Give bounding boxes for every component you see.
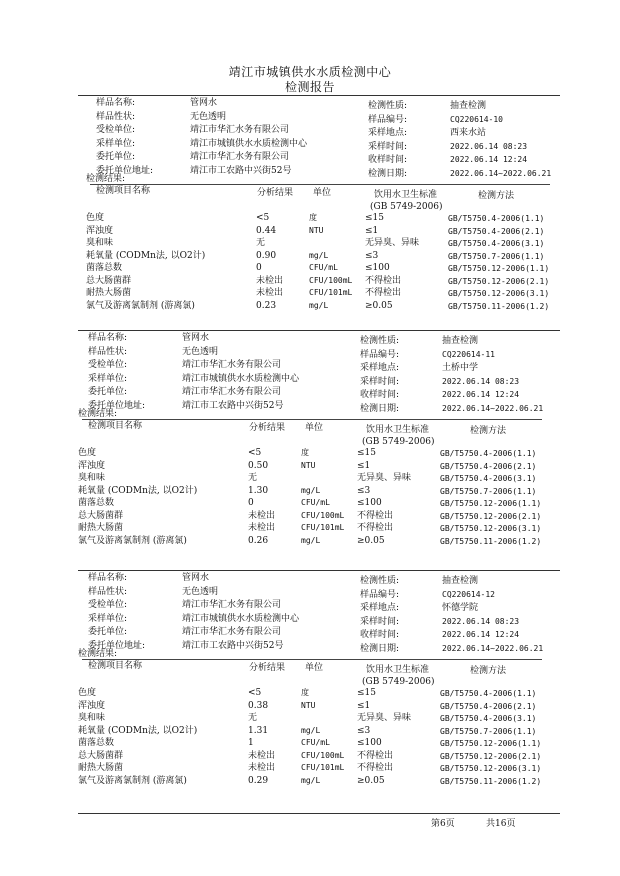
row-unit: mg/L xyxy=(301,485,321,495)
row-method: GB/T5750.11-2006(1.2) xyxy=(448,301,550,311)
row-standard: ≤15 xyxy=(357,448,376,458)
row-unit: 度 xyxy=(301,688,309,697)
row-standard: 不得检出 xyxy=(357,763,394,773)
row-result: 0 xyxy=(248,498,254,508)
row-unit: CFU/101mL xyxy=(301,763,345,772)
row-item: 臭和味 xyxy=(86,238,114,248)
row-standard: 无异臭、异味 xyxy=(357,473,412,483)
table-header-line xyxy=(82,419,542,420)
received-unit-label: 受检单位: xyxy=(88,360,128,370)
col-method-header: 检测方法 xyxy=(470,666,507,676)
col-standard-header-2: (GB 5749-2006) xyxy=(370,202,443,212)
col-standard-header-2: (GB 5749-2006) xyxy=(362,677,435,687)
received-unit-label: 受检单位: xyxy=(88,600,128,610)
row-method: GB/T5750.4-2006(3.1) xyxy=(440,474,537,483)
client-unit-value: 靖江市华汇水务有限公司 xyxy=(190,152,290,162)
row-standard: 不得检出 xyxy=(365,288,402,298)
row-standard: 无异臭、异味 xyxy=(365,238,420,248)
row-standard: ≤1 xyxy=(357,460,371,471)
row-result: 0.44 xyxy=(256,225,277,236)
test-date-label: 检测日期: xyxy=(368,168,408,179)
row-unit: mg/L xyxy=(301,725,321,735)
sampling-place-label: 采样地点: xyxy=(360,603,400,613)
row-item: 氯气及游离氯制剂 (游离氯) xyxy=(86,300,195,311)
sample-property-value: 无色透明 xyxy=(190,111,227,122)
section-top-line xyxy=(78,570,560,571)
section-top-line xyxy=(78,95,560,96)
sampling-time-label: 采样时间: xyxy=(368,141,408,152)
row-item: 耗氧量 (CODMn法, 以O2计) xyxy=(78,725,198,736)
row-standard: ≤100 xyxy=(357,498,382,508)
row-unit: 度 xyxy=(309,213,317,222)
row-unit: NTU xyxy=(301,460,316,470)
col-item-header: 检测项目名称 xyxy=(88,661,143,671)
test-type-value: 抽查检测 xyxy=(442,336,479,346)
row-result: <5 xyxy=(248,448,262,458)
row-result: <5 xyxy=(248,688,262,698)
sampling-unit-value: 靖江市城镇供水水质检测中心 xyxy=(182,373,300,384)
row-method: GB/T5750.4-2006(2.1) xyxy=(448,226,545,236)
receive-time-label: 收样时间: xyxy=(368,155,408,165)
row-standard: 不得检出 xyxy=(357,523,394,533)
row-method: GB/T5750.4-2006(1.1) xyxy=(440,689,537,698)
row-unit: CFU/mL xyxy=(301,738,330,747)
row-unit: CFU/101mL xyxy=(301,523,345,532)
row-method: GB/T5750.4-2006(2.1) xyxy=(440,461,537,471)
row-item: 色度 xyxy=(78,688,97,698)
row-item: 耗氧量 (CODMn法, 以O2计) xyxy=(78,485,198,496)
col-unit-header: 单位 xyxy=(313,188,332,198)
row-unit: CFU/100mL xyxy=(309,275,353,285)
col-item-header: 检测项目名称 xyxy=(96,186,151,196)
test-date-value: 2022.06.14~2022.06.21 xyxy=(450,168,552,178)
sample-no-value: CQ220614-11 xyxy=(442,349,495,359)
sampling-unit-value: 靖江市城镇供水水质检测中心 xyxy=(182,613,300,624)
sample-no-label: 样品编号: xyxy=(360,589,400,600)
table-header-line xyxy=(90,184,550,185)
row-result: 未检出 xyxy=(248,510,276,521)
row-standard: 不得检出 xyxy=(357,510,394,521)
row-item: 氯气及游离氯制剂 (游离氯) xyxy=(78,775,187,786)
row-item: 色度 xyxy=(86,213,105,223)
test-date-label: 检测日期: xyxy=(360,403,400,414)
row-result: 无 xyxy=(256,238,266,248)
sampling-place-value: 怀德学院 xyxy=(442,603,479,613)
col-standard-header-1: 饮用水卫生标准 xyxy=(374,190,438,200)
sampling-place-value: 土桥中学 xyxy=(442,363,479,373)
test-result-label: 检测结果: xyxy=(78,409,118,419)
sampling-place-label: 采样地点: xyxy=(360,363,400,373)
row-unit: mg/L xyxy=(309,250,329,260)
sampling-time-value: 2022.06.14 08:23 xyxy=(450,141,528,151)
sample-name-value: 管网水 xyxy=(182,573,210,583)
row-item: 总大肠菌群 xyxy=(86,275,132,286)
sample-property-value: 无色透明 xyxy=(182,586,219,597)
sample-property-label: 样品性状: xyxy=(96,111,136,122)
row-result: 0.26 xyxy=(248,535,269,546)
col-unit-header: 单位 xyxy=(305,423,324,433)
report-title: 靖江市城镇供水水质检测中心 xyxy=(228,65,392,79)
row-standard: 不得检出 xyxy=(357,750,394,761)
table-header-line xyxy=(82,659,542,660)
row-result: 1 xyxy=(248,738,254,748)
col-method-header: 检测方法 xyxy=(478,191,515,201)
sample-property-label: 样品性状: xyxy=(88,586,128,597)
row-method: GB/T5750.4-2006(1.1) xyxy=(440,449,537,458)
test-date-value: 2022.06.14~2022.06.21 xyxy=(442,643,544,653)
row-method: GB/T5750.12-2006(3.1) xyxy=(448,289,550,298)
row-item: 臭和味 xyxy=(78,473,106,483)
row-unit: CFU/100mL xyxy=(301,510,345,520)
row-unit: NTU xyxy=(309,225,324,235)
row-standard: ≥0.05 xyxy=(365,300,393,311)
receive-time-value: 2022.06.14 12:24 xyxy=(442,390,520,399)
row-unit: CFU/mL xyxy=(309,263,338,272)
row-item: 浑浊度 xyxy=(86,225,114,236)
client-address-value: 靖江市工农路中兴街52号 xyxy=(190,165,292,176)
client-unit-label: 委托单位: xyxy=(96,152,136,162)
row-method: GB/T5750.7-2006(1.1) xyxy=(440,726,537,736)
row-unit: CFU/mL xyxy=(301,498,330,507)
test-type-value: 抽查检测 xyxy=(442,576,479,586)
test-type-label: 检测性质: xyxy=(360,576,400,586)
row-result: 0.38 xyxy=(248,700,269,711)
row-method: GB/T5750.11-2006(1.2) xyxy=(440,776,542,786)
row-item: 氯气及游离氯制剂 (游离氯) xyxy=(78,535,187,546)
row-item: 耐热大肠菌 xyxy=(78,763,124,773)
row-unit: NTU xyxy=(301,700,316,710)
page-total: 共16页 xyxy=(486,819,516,829)
row-standard: ≤1 xyxy=(357,700,371,711)
sampling-unit-label: 采样单位: xyxy=(88,373,128,384)
sample-property-value: 无色透明 xyxy=(182,346,219,357)
row-result: 0 xyxy=(256,263,262,273)
row-method: GB/T5750.4-2006(3.1) xyxy=(440,714,537,723)
row-result: 1.31 xyxy=(248,725,269,736)
row-item: 臭和味 xyxy=(78,713,106,723)
row-result: 未检出 xyxy=(256,288,284,298)
row-item: 色度 xyxy=(78,448,97,458)
sampling-unit-label: 采样单位: xyxy=(88,613,128,624)
row-unit: mg/L xyxy=(301,535,321,545)
row-standard: ≥0.05 xyxy=(357,535,385,546)
sample-name-label: 样品名称: xyxy=(96,98,136,108)
row-standard: ≤3 xyxy=(357,485,371,496)
row-method: GB/T5750.4-2006(3.1) xyxy=(448,239,545,248)
row-method: GB/T5750.12-2006(1.1) xyxy=(440,739,542,748)
row-item: 总大肠菌群 xyxy=(78,510,124,521)
receive-time-label: 收样时间: xyxy=(360,630,400,640)
sample-name-value: 管网水 xyxy=(190,98,218,108)
row-standard: ≤15 xyxy=(365,213,384,223)
test-result-label: 检测结果: xyxy=(78,649,118,659)
test-date-label: 检测日期: xyxy=(360,643,400,654)
client-address-label: 委托单位地址: xyxy=(88,400,146,411)
col-standard-header-2: (GB 5749-2006) xyxy=(362,437,435,447)
sampling-place-value: 西来水站 xyxy=(450,128,487,138)
col-method-header: 检测方法 xyxy=(470,426,507,436)
col-standard-header-1: 饮用水卫生标准 xyxy=(366,425,430,435)
row-standard: ≤100 xyxy=(357,738,382,748)
row-result: 0.50 xyxy=(248,460,269,471)
receive-time-value: 2022.06.14 12:24 xyxy=(442,630,520,639)
row-standard: ≤100 xyxy=(365,263,390,273)
row-item: 浑浊度 xyxy=(78,700,106,711)
sampling-time-value: 2022.06.14 08:23 xyxy=(442,616,520,626)
row-method: GB/T5750.4-2006(2.1) xyxy=(440,701,537,711)
section-bottom-line xyxy=(78,813,560,814)
row-method: GB/T5750.12-2006(1.1) xyxy=(440,499,542,508)
client-unit-value: 靖江市华汇水务有限公司 xyxy=(182,627,282,637)
sample-no-value: CQ220614-12 xyxy=(442,589,495,599)
row-method: GB/T5750.11-2006(1.2) xyxy=(440,536,542,546)
sampling-time-label: 采样时间: xyxy=(360,376,400,387)
received-unit-label: 受检单位: xyxy=(96,125,136,135)
row-item: 菌落总数 xyxy=(86,263,123,273)
client-unit-label: 委托单位: xyxy=(88,387,128,397)
row-method: GB/T5750.12-2006(2.1) xyxy=(440,751,542,761)
sample-no-value: CQ220614-10 xyxy=(450,114,503,124)
row-unit: CFU/101mL xyxy=(309,288,353,297)
test-type-label: 检测性质: xyxy=(368,101,408,111)
row-unit: CFU/100mL xyxy=(301,750,345,760)
receive-time-value: 2022.06.14 12:24 xyxy=(450,155,528,164)
sampling-time-value: 2022.06.14 08:23 xyxy=(442,376,520,386)
client-address-label: 委托单位地址: xyxy=(88,640,146,651)
row-standard: ≤1 xyxy=(365,225,379,236)
col-item-header: 检测项目名称 xyxy=(88,421,143,431)
row-result: 无 xyxy=(248,473,258,483)
client-unit-label: 委托单位: xyxy=(88,627,128,637)
row-result: 0.90 xyxy=(256,250,277,261)
row-result: 未检出 xyxy=(248,523,276,533)
row-item: 耗氧量 (CODMn法, 以O2计) xyxy=(86,250,206,261)
row-method: GB/T5750.12-2006(1.1) xyxy=(448,264,550,273)
sampling-place-label: 采样地点: xyxy=(368,128,408,138)
row-result: 无 xyxy=(248,713,258,723)
row-item: 浑浊度 xyxy=(78,460,106,471)
received-unit-value: 靖江市华汇水务有限公司 xyxy=(182,600,282,610)
col-standard-header-1: 饮用水卫生标准 xyxy=(366,665,430,675)
row-standard: 无异臭、异味 xyxy=(357,713,412,723)
test-date-value: 2022.06.14~2022.06.21 xyxy=(442,403,544,413)
row-unit: mg/L xyxy=(301,775,321,785)
sampling-time-label: 采样时间: xyxy=(360,616,400,627)
sample-property-label: 样品性状: xyxy=(88,346,128,357)
row-method: GB/T5750.7-2006(1.1) xyxy=(448,251,545,261)
row-method: GB/T5750.12-2006(3.1) xyxy=(440,524,542,533)
col-result-header: 分析结果 xyxy=(249,663,286,673)
row-method: GB/T5750.12-2006(2.1) xyxy=(448,276,550,286)
row-result: <5 xyxy=(256,213,270,223)
page-number: 第6页 xyxy=(431,819,455,829)
row-result: 未检出 xyxy=(256,275,284,286)
test-type-value: 抽查检测 xyxy=(450,101,487,111)
receive-time-label: 收样时间: xyxy=(360,390,400,400)
row-item: 耐热大肠菌 xyxy=(78,523,124,533)
row-unit: mg/L xyxy=(309,300,329,310)
row-standard: ≤3 xyxy=(357,725,371,736)
row-standard: ≥0.05 xyxy=(357,775,385,786)
sampling-unit-value: 靖江市城镇供水水质检测中心 xyxy=(190,138,308,149)
row-result: 未检出 xyxy=(248,750,276,761)
row-method: GB/T5750.4-2006(1.1) xyxy=(448,214,545,223)
report-subtitle: 检测报告 xyxy=(284,80,335,94)
client-address-label: 委托单位地址: xyxy=(96,165,154,176)
row-result: 未检出 xyxy=(248,763,276,773)
sample-no-label: 样品编号: xyxy=(360,349,400,360)
row-item: 总大肠菌群 xyxy=(78,750,124,761)
col-unit-header: 单位 xyxy=(305,663,324,673)
row-result: 1.30 xyxy=(248,485,269,496)
row-result: 0.29 xyxy=(248,775,269,786)
row-standard: ≤15 xyxy=(357,688,376,698)
sample-name-label: 样品名称: xyxy=(88,333,128,343)
received-unit-value: 靖江市华汇水务有限公司 xyxy=(190,125,290,135)
row-method: GB/T5750.7-2006(1.1) xyxy=(440,486,537,496)
client-address-value: 靖江市工农路中兴街52号 xyxy=(182,640,284,651)
row-item: 菌落总数 xyxy=(78,738,115,748)
client-address-value: 靖江市工农路中兴街52号 xyxy=(182,400,284,411)
row-item: 耐热大肠菌 xyxy=(86,288,132,298)
row-method: GB/T5750.12-2006(3.1) xyxy=(440,764,542,773)
section-top-line xyxy=(78,330,560,331)
test-result-label: 检测结果: xyxy=(86,174,126,184)
received-unit-value: 靖江市华汇水务有限公司 xyxy=(182,360,282,370)
sample-no-label: 样品编号: xyxy=(368,114,408,125)
col-result-header: 分析结果 xyxy=(257,188,294,198)
test-type-label: 检测性质: xyxy=(360,336,400,346)
sampling-unit-label: 采样单位: xyxy=(96,138,136,149)
row-item: 菌落总数 xyxy=(78,498,115,508)
row-method: GB/T5750.12-2006(2.1) xyxy=(440,511,542,521)
col-result-header: 分析结果 xyxy=(249,423,286,433)
row-standard: ≤3 xyxy=(365,250,379,261)
client-unit-value: 靖江市华汇水务有限公司 xyxy=(182,387,282,397)
sample-name-value: 管网水 xyxy=(182,333,210,343)
row-unit: 度 xyxy=(301,448,309,457)
row-result: 0.23 xyxy=(256,300,277,311)
row-standard: 不得检出 xyxy=(365,275,402,286)
sample-name-label: 样品名称: xyxy=(88,573,128,583)
